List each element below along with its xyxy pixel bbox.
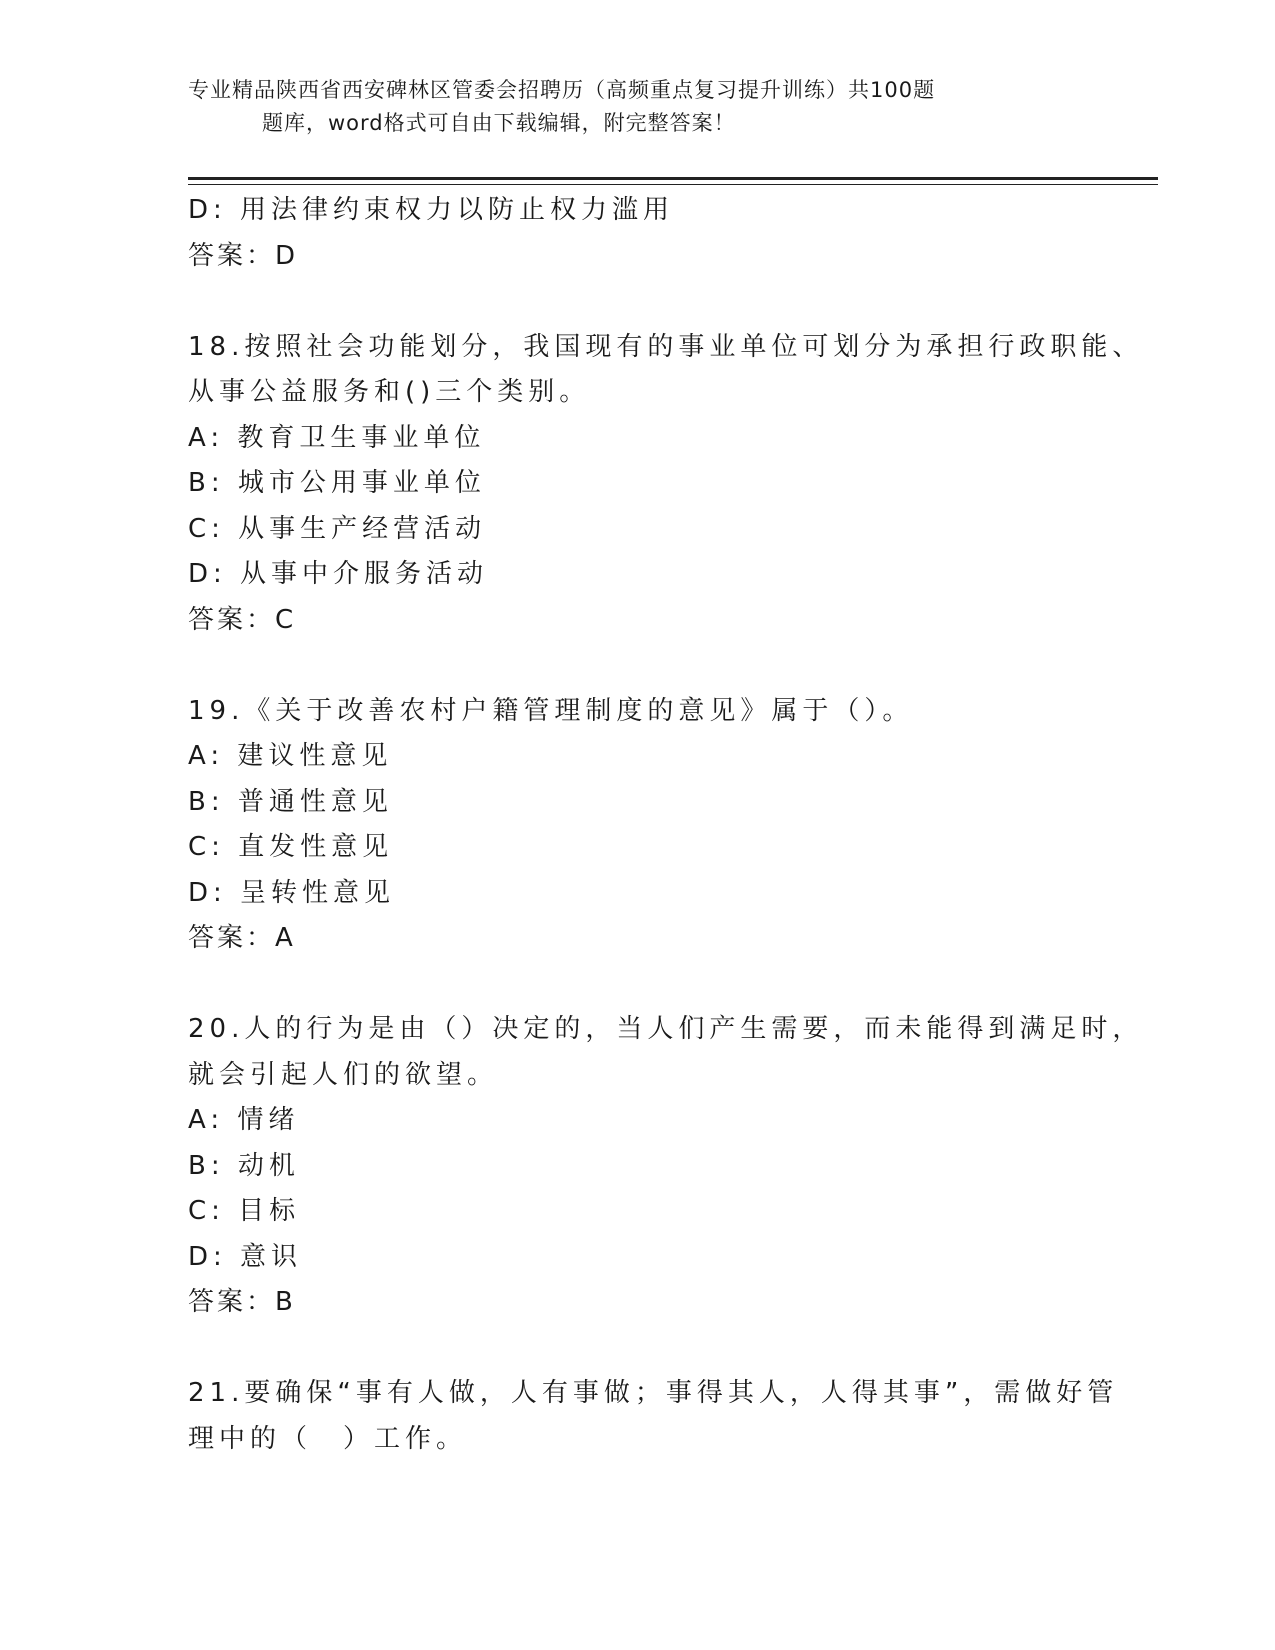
question-21	[188, 1371, 1119, 1462]
option-d: D: 从事中介服务活动	[188, 559, 489, 589]
option-c: C: 直发性意见	[188, 832, 394, 862]
header-title-line1: 专业精品陕西省西安碑林区管委会招聘历（高频重点复习提升训练）共100题	[188, 78, 936, 102]
option-d: D: 呈转性意见	[188, 877, 396, 908]
answer-line: 答案：D	[188, 240, 299, 271]
question-stem: 19.《关于改善农村户籍管理制度的意见》属于（）。	[188, 695, 914, 726]
question-list	[188, 188, 1144, 1462]
option-d: D: 意识	[188, 1241, 303, 1272]
option-b: B: 城市公用事业单位	[188, 468, 486, 498]
question-20	[188, 1007, 1144, 1326]
document-header	[188, 74, 1048, 140]
question-17-tail	[188, 188, 1088, 279]
option-a: A: 教育卫生事业单位	[188, 422, 486, 453]
question-stem: 从事公益服务和()三个类别。	[188, 377, 591, 407]
answer-line: 答案：C	[188, 604, 297, 635]
question-19	[188, 689, 1088, 962]
option-c: C: 目标	[188, 1196, 301, 1226]
question-stem: 理中的（ ）工作。	[188, 1423, 468, 1454]
option-d: D: 用法律约束权力以防止权力滥用	[188, 195, 675, 225]
question-stem: 就会引起人们的欲望。	[188, 1059, 499, 1090]
spacer	[188, 1326, 1088, 1372]
answer-line: 答案：B	[188, 1287, 296, 1317]
spacer	[188, 279, 1088, 325]
spacer	[188, 962, 1088, 1008]
option-b: B: 普通性意见	[188, 786, 393, 817]
option-a: A: 建议性意见	[188, 741, 393, 771]
answer-line: 答案：A	[188, 923, 296, 953]
header-title-line2: 题库，word格式可自由下载编辑，附完整答案！	[262, 111, 736, 135]
question-stem: 20.人的行为是由（）决定的，当人们产生需要，而未能得到满足时，	[188, 1014, 1144, 1044]
header-divider-thin	[188, 184, 1158, 185]
question-18	[188, 325, 1144, 644]
question-stem: 21.要确保“事有人做，人有事做；事得其人，人得其事”，需做好管	[188, 1378, 1119, 1408]
question-stem: 18.按照社会功能划分，我国现有的事业单位可划分为承担行政职能、	[188, 331, 1144, 362]
spacer	[188, 643, 1088, 689]
option-b: B: 动机	[188, 1150, 300, 1181]
header-divider-thick	[188, 177, 1158, 180]
option-a: A: 情绪	[188, 1105, 300, 1135]
option-c: C: 从事生产经营活动	[188, 513, 487, 544]
